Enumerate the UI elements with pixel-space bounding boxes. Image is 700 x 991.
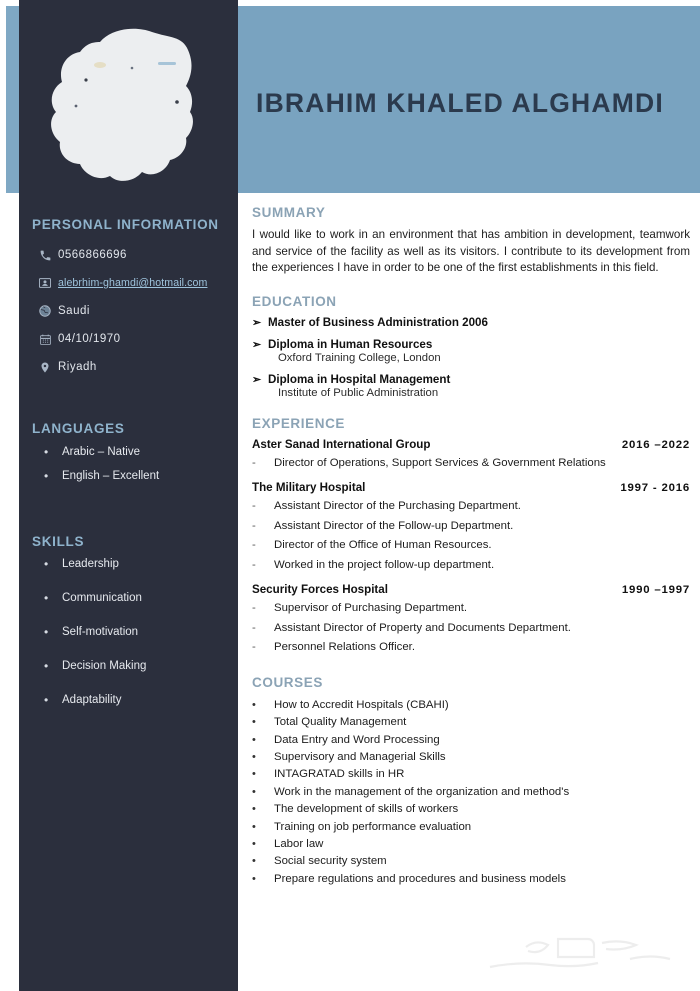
course-label: Total Quality Management xyxy=(274,716,407,729)
course-label: Supervisory and Managerial Skills xyxy=(274,751,446,763)
list-item xyxy=(32,694,238,728)
course-label: Labor law xyxy=(274,838,324,851)
skill-label: Leadership xyxy=(62,558,119,570)
dash-bullet-icon: - xyxy=(252,519,256,532)
education-title: Master of Business Administration 2006 xyxy=(268,315,488,329)
summary-text: I would like to work in an environment that has ambition in development, teamwork and service of the facility as well as its visitors. I contribute to its development from the experiences I have in order to be one of the first establishments in this field. xyxy=(252,228,690,275)
duty-label: Director of the Office of Human Resources. xyxy=(274,539,492,552)
header-band xyxy=(238,6,700,193)
list-item xyxy=(252,749,690,766)
language-label: English – Excellent xyxy=(62,470,160,482)
arrow-bullet-icon: ➢ xyxy=(252,373,262,386)
experience-duties xyxy=(252,454,690,474)
info-row-email[interactable] xyxy=(32,269,238,297)
languages-list xyxy=(32,446,238,494)
bullet-icon: • xyxy=(44,625,49,639)
section-education xyxy=(252,294,690,399)
duty-label: Worked in the project follow-up department. xyxy=(274,558,495,571)
list-item xyxy=(252,697,690,714)
bullet-icon: • xyxy=(252,872,256,885)
list-item xyxy=(32,446,238,470)
nationality-value: Saudi xyxy=(58,305,90,317)
list-item xyxy=(252,599,690,619)
language-label: Arabic – Native xyxy=(62,446,140,458)
education-item xyxy=(252,338,690,364)
list-item xyxy=(252,714,690,731)
dash-bullet-icon: - xyxy=(252,621,256,634)
bullet-icon: • xyxy=(252,768,256,781)
education-institution: Institute of Public Administration xyxy=(278,386,439,399)
list-item xyxy=(252,766,690,783)
sidebar-heading-languages: LANGUAGES xyxy=(32,421,125,436)
list-item xyxy=(32,660,238,694)
experience-organization: The Military Hospital xyxy=(252,481,366,495)
education-title: Diploma in Hospital Management xyxy=(268,372,451,386)
duty-label: Assistant Director of Property and Documents Department. xyxy=(274,621,571,634)
bullet-icon: • xyxy=(252,803,256,816)
experience-dates: 1997 - 2016 xyxy=(620,482,690,495)
course-label: Work in the management of the organization and method's xyxy=(274,785,570,798)
phone-value: 0566866696 xyxy=(58,249,127,261)
skill-label: Decision Making xyxy=(62,660,147,672)
section-experience xyxy=(252,416,690,658)
course-label: Social security system xyxy=(274,855,387,868)
list-item xyxy=(32,558,238,592)
course-label: How to Accredit Hospitals (CBAHI) xyxy=(274,698,449,711)
globe-icon xyxy=(32,304,58,318)
list-item xyxy=(252,536,690,556)
birthdate-value: 04/10/1970 xyxy=(58,333,121,345)
main-heading-summary: SUMMARY xyxy=(252,205,326,220)
page-title: IBRAHIM KHALED ALGHAMDI xyxy=(256,88,664,118)
education-institution: Oxford Training College, London xyxy=(278,351,441,364)
location-value: Riyadh xyxy=(58,361,97,373)
main-heading-education: EDUCATION xyxy=(252,293,337,309)
list-item xyxy=(252,871,690,888)
bullet-icon: • xyxy=(44,659,49,673)
experience-item xyxy=(252,438,690,474)
experience-organization: Security Forces Hospital xyxy=(252,583,388,597)
duty-label: Personnel Relations Officer. xyxy=(274,641,415,654)
list-item xyxy=(252,556,690,576)
sidebar-heading-skills: SKILLS xyxy=(32,534,85,549)
bullet-icon: • xyxy=(44,591,49,605)
location-pin-icon xyxy=(32,361,58,374)
list-item xyxy=(32,626,238,660)
experience-item xyxy=(252,583,690,658)
bullet-icon: • xyxy=(44,693,49,707)
calendar-icon xyxy=(32,333,58,346)
dash-bullet-icon: - xyxy=(252,641,256,654)
list-item xyxy=(252,853,690,870)
list-item xyxy=(252,517,690,537)
dash-bullet-icon: - xyxy=(252,456,256,469)
skill-label: Self-motivation xyxy=(62,626,139,638)
profile-photo-icon xyxy=(40,20,200,185)
bullet-icon: • xyxy=(252,716,256,729)
main-heading-experience: EXPERIENCE xyxy=(252,415,346,431)
list-item xyxy=(252,638,690,658)
left-accent-strip xyxy=(6,6,19,193)
avatar xyxy=(40,20,200,185)
list-item xyxy=(32,470,238,494)
list-item xyxy=(252,732,690,749)
course-label: Data Entry and Word Processing xyxy=(274,733,440,746)
experience-dates: 2016 –2022 xyxy=(621,438,690,451)
duty-label: Director of Operations, Support Services & Government Relations xyxy=(274,456,606,469)
course-label: Prepare regulations and procedures and business models xyxy=(274,872,566,885)
education-item xyxy=(252,373,690,399)
sidebar-heading-personal-information: PERSONAL INFORMATION xyxy=(32,217,219,232)
list-item xyxy=(252,454,690,474)
list-item xyxy=(252,497,690,517)
info-row-nationality xyxy=(32,297,238,325)
bullet-icon: • xyxy=(44,445,49,459)
info-row-phone xyxy=(32,241,238,269)
main-heading-courses: COURSES xyxy=(252,674,323,690)
bullet-icon: • xyxy=(252,698,256,711)
email-value[interactable]: alebrhim-ghamdi@hotmail.com xyxy=(58,277,208,289)
bullet-icon: • xyxy=(252,751,256,763)
experience-organization: Aster Sanad International Group xyxy=(252,437,431,451)
list-item xyxy=(252,836,690,853)
bullet-icon: • xyxy=(252,733,256,746)
list-item xyxy=(252,619,690,639)
bullet-icon: • xyxy=(252,785,256,798)
course-label: Training on job performance evaluation xyxy=(274,820,472,833)
experience-item xyxy=(252,481,690,575)
arrow-bullet-icon: ➢ xyxy=(252,338,262,351)
main-content xyxy=(252,205,690,888)
dash-bullet-icon: - xyxy=(252,602,256,615)
arrow-bullet-icon: ➢ xyxy=(252,316,262,329)
section-summary xyxy=(252,205,690,277)
watermark xyxy=(480,925,680,985)
email-icon xyxy=(32,276,58,290)
duty-label: Supervisor of Purchasing Department. xyxy=(274,602,468,615)
phone-icon xyxy=(32,249,58,262)
list-item xyxy=(252,819,690,836)
bullet-icon: • xyxy=(44,557,49,571)
dash-bullet-icon: - xyxy=(252,539,256,552)
info-row-location xyxy=(32,353,238,381)
education-title: Diploma in Human Resources xyxy=(268,337,433,351)
info-row-birthdate xyxy=(32,325,238,353)
course-label: The development of skills of workers xyxy=(274,803,459,816)
bullet-icon: • xyxy=(252,838,256,851)
experience-duties xyxy=(252,497,690,575)
education-item xyxy=(252,316,690,329)
duty-label: Assistant Director of the Purchasing Department. xyxy=(274,500,521,513)
bullet-icon: • xyxy=(44,469,49,483)
skill-label: Communication xyxy=(62,592,142,604)
courses-list xyxy=(252,697,690,888)
experience-duties xyxy=(252,599,690,658)
dash-bullet-icon: - xyxy=(252,558,256,571)
section-courses xyxy=(252,675,690,888)
sidebar xyxy=(19,0,238,991)
skill-label: Adaptability xyxy=(62,694,122,706)
list-item xyxy=(252,801,690,818)
list-item xyxy=(252,784,690,801)
bullet-icon: • xyxy=(252,855,256,868)
bullet-icon: • xyxy=(252,820,256,833)
personal-information-list xyxy=(32,241,238,381)
dash-bullet-icon: - xyxy=(252,500,256,513)
course-label: INTAGRATAD skills in HR xyxy=(274,768,405,781)
duty-label: Assistant Director of the Follow-up Department. xyxy=(274,519,514,532)
skills-list xyxy=(32,558,238,728)
list-item xyxy=(32,592,238,626)
experience-dates: 1990 –1997 xyxy=(621,584,690,597)
